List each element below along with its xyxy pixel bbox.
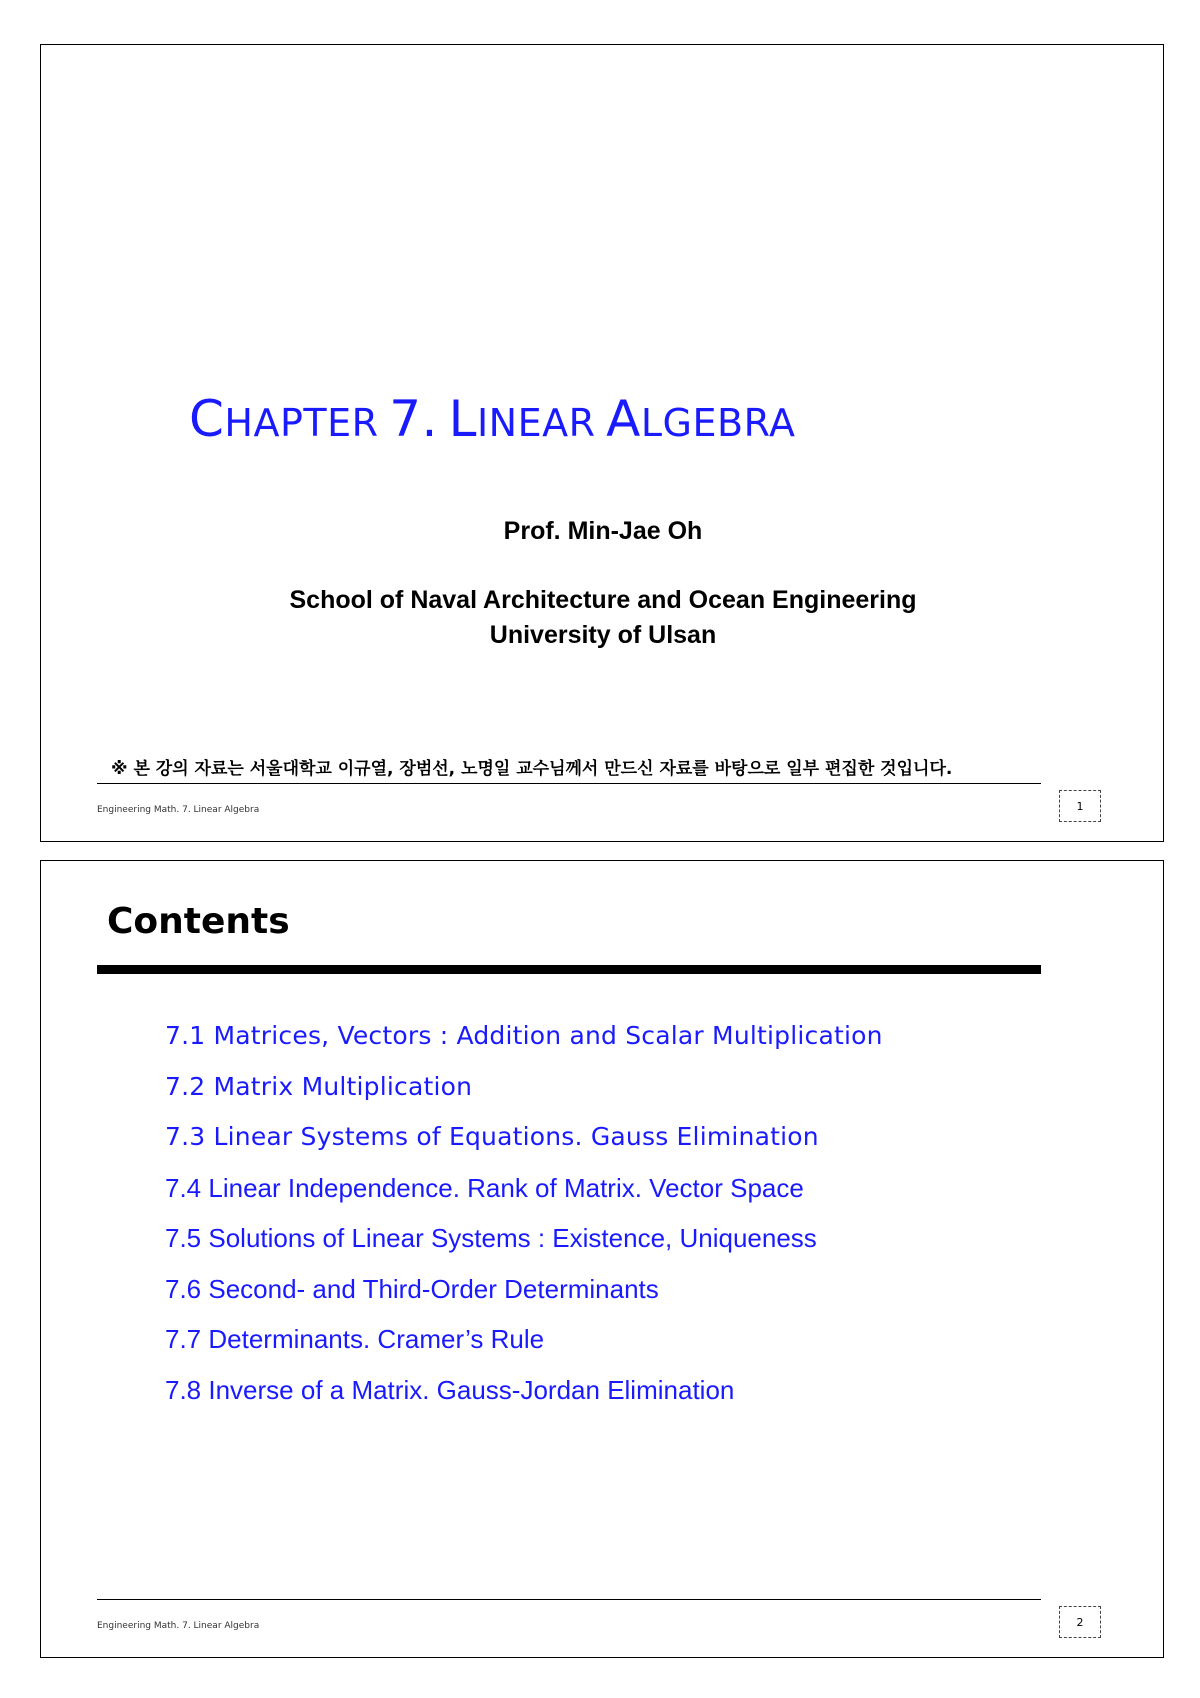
toc-item: 7.7 Determinants. Cramer’s Rule	[165, 1324, 545, 1354]
slide-2	[40, 860, 1164, 1658]
affiliation-university: University of Ulsan	[489, 621, 717, 649]
toc-item: 7.2 Matrix Multiplication	[165, 1071, 473, 1101]
heading-rule	[97, 965, 1041, 974]
toc-item: 7.1 Matrices, Vectors : Addition and Scalar Multiplication	[165, 1021, 883, 1050]
author-name: Prof. Min-Jae Oh	[503, 517, 703, 545]
affiliation-school: School of Naval Architecture and Ocean Engineering	[289, 586, 917, 614]
table-of-contents	[165, 1016, 883, 1420]
footer-course-label: Engineering Math. 7. Linear Algebra	[97, 1621, 260, 1631]
affiliation	[41, 583, 1165, 653]
page-number: 2	[1059, 1606, 1101, 1638]
footer-course-label: Engineering Math. 7. Linear Algebra	[97, 805, 260, 815]
chapter-title: CHAPTER 7. LINEAR ALGEBRA	[189, 390, 796, 448]
footer-divider	[97, 783, 1041, 784]
toc-item: 7.4 Linear Independence. Rank of Matrix. Vector Space	[165, 1172, 804, 1203]
contents-heading: Contents	[107, 901, 290, 942]
toc-item: 7.6 Second- and Third-Order Determinants	[165, 1273, 659, 1304]
footer-divider	[97, 1599, 1041, 1600]
slide-1	[40, 44, 1164, 842]
page-number: 1	[1059, 790, 1101, 822]
source-note: ※ 본 강의 자료는 서울대학교 이규열, 장범선, 노명일 교수님께서 만드신 자료를 바탕으로 일부 편집한 것입니다.	[111, 759, 953, 779]
toc-item: 7.8 Inverse of a Matrix. Gauss-Jordan Elimination	[165, 1374, 735, 1405]
toc-item: 7.3 Linear Systems of Equations. Gauss Elimination	[165, 1122, 819, 1151]
toc-item: 7.5 Solutions of Linear Systems : Existence, Uniqueness	[165, 1223, 817, 1253]
